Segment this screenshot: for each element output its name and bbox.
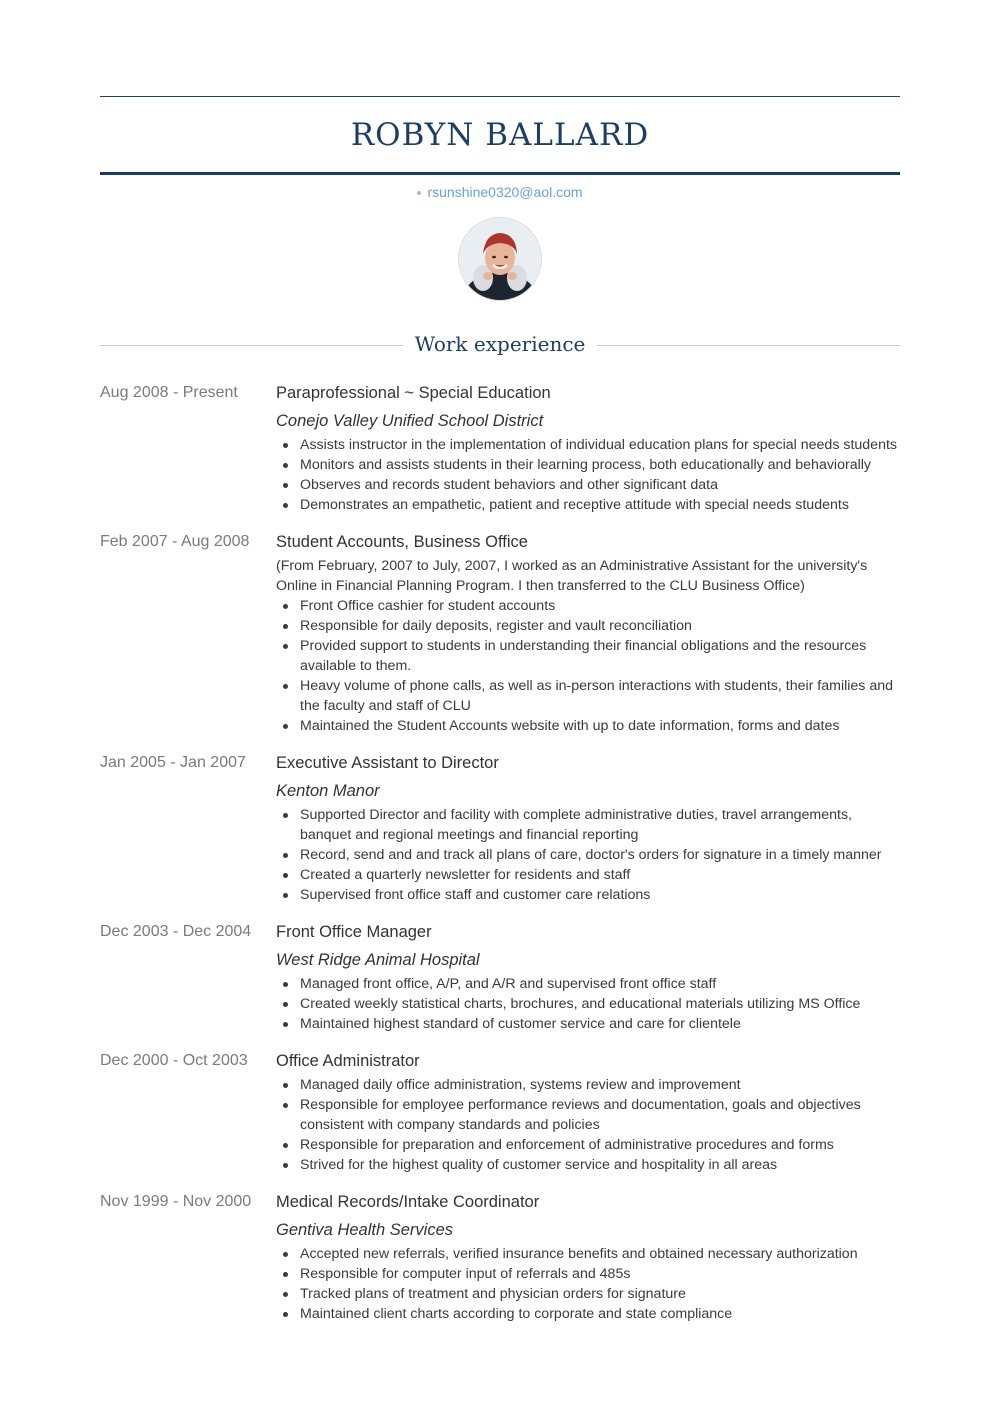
candidate-name: ROBYN BALLARD [350,117,650,153]
job-bullet: Supervised front office staff and customer care relations [300,885,900,905]
header-top-rule [100,96,900,97]
job-bullet: Created weekly statistical charts, brochures, and educational materials utilizing MS Office [300,994,900,1014]
job-bullets [276,805,900,905]
job-dates: Dec 2000 - Oct 2003 [100,1052,248,1069]
job-dates: Feb 2007 - Aug 2008 [100,533,250,550]
job-bullet: Tracked plans of treatment and physician orders for signature [300,1284,900,1304]
job-dates: Dec 2003 - Dec 2004 [100,923,252,940]
job-bullet: Provided support to students in understanding their financial obligations and the resources available to them. [300,636,900,676]
job-dates: Nov 1999 - Nov 2000 [100,1193,252,1210]
job-bullets [276,435,900,515]
job-company: Kenton Manor [276,782,380,800]
work-experience-list [100,380,900,1324]
job-bullet: Maintained the Student Accounts website with up to date information, forms and dates [300,716,900,736]
job-bullet: Heavy volume of phone calls, as well as in-person interactions with students, their families and the faculty and staff of CLU [300,676,900,716]
job-bullet: Responsible for computer input of referrals and 485s [300,1264,900,1284]
job-bullets [276,1075,900,1175]
job-bullet: Accepted new referrals, verified insurance benefits and obtained necessary authorization [300,1244,900,1264]
job-bullet: Observes and records student behaviors and other significant data [300,475,900,495]
contact-line [100,183,900,201]
job-role: Front Office Manager [276,923,432,941]
job-dates: Aug 2008 - Present [100,384,238,401]
job-intro: (From February, 2007 to July, 2007, I worked as an Administrative Assistant for the university's Online in Financial Planning Program. I then transferred to the CLU Business Office) [276,558,868,594]
section-header-work-experience [100,321,900,361]
job-bullet: Responsible for employee performance reviews and documentation, goals and objectives consistent with company standards and policies [300,1095,900,1135]
job-company: Conejo Valley Unified School District [276,412,544,430]
avatar-container [100,217,900,301]
job-bullet: Responsible for daily deposits, register and vault reconciliation [300,616,900,636]
job-bullet: Maintained client charts according to corporate and state compliance [300,1304,900,1324]
section-divider-right [597,345,900,346]
job-bullet: Managed front office, A/P, and A/R and supervised front office staff [300,974,900,994]
job-entry [100,1189,900,1324]
job-bullet: Responsible for preparation and enforcement of administrative procedures and forms [300,1135,900,1155]
job-bullet: Supported Director and facility with complete administrative duties, travel arrangements, banquet and regional meetings and financial reporting [300,805,900,845]
job-bullets [276,596,900,736]
job-entry [100,1048,900,1175]
section-title: Work experience [414,332,586,356]
job-entry [100,529,900,736]
resume-page [100,96,900,1338]
bullet-dot-icon [417,191,421,195]
job-bullet: Record, send and and track all plans of care, doctor's orders for signature in a timely manner [300,845,900,865]
avatar [458,217,542,301]
job-entry [100,750,900,905]
job-entry [100,919,900,1034]
job-company: West Ridge Animal Hospital [276,951,480,969]
job-bullet: Maintained highest standard of customer service and care for clientele [300,1014,900,1034]
job-company: Gentiva Health Services [276,1221,453,1239]
job-role: Executive Assistant to Director [276,754,499,772]
job-bullets [276,1244,900,1324]
job-dates: Jan 2005 - Jan 2007 [100,754,246,771]
email-link[interactable]: rsunshine0320@aol.com [427,184,583,200]
job-bullet: Managed daily office administration, systems review and improvement [300,1075,900,1095]
job-bullet: Created a quarterly newsletter for residents and staff [300,865,900,885]
job-role: Office Administrator [276,1052,420,1070]
job-role: Student Accounts, Business Office [276,533,528,551]
profile-photo [459,218,541,300]
job-bullet: Assists instructor in the implementation of individual education plans for special needs students [300,435,900,455]
job-bullet: Demonstrates an empathetic, patient and receptive attitude with special needs students [300,495,900,515]
job-bullets [276,974,900,1034]
job-bullet: Strived for the highest quality of customer service and hospitality in all areas [300,1155,900,1175]
header-bottom-rule [100,172,900,175]
job-bullet: Monitors and assists students in their learning process, both educationally and behaviorally [300,455,900,475]
job-role: Paraprofessional ~ Special Education [276,384,551,402]
job-bullet: Front Office cashier for student accounts [300,596,900,616]
job-entry [100,380,900,515]
job-role: Medical Records/Intake Coordinator [276,1193,540,1211]
